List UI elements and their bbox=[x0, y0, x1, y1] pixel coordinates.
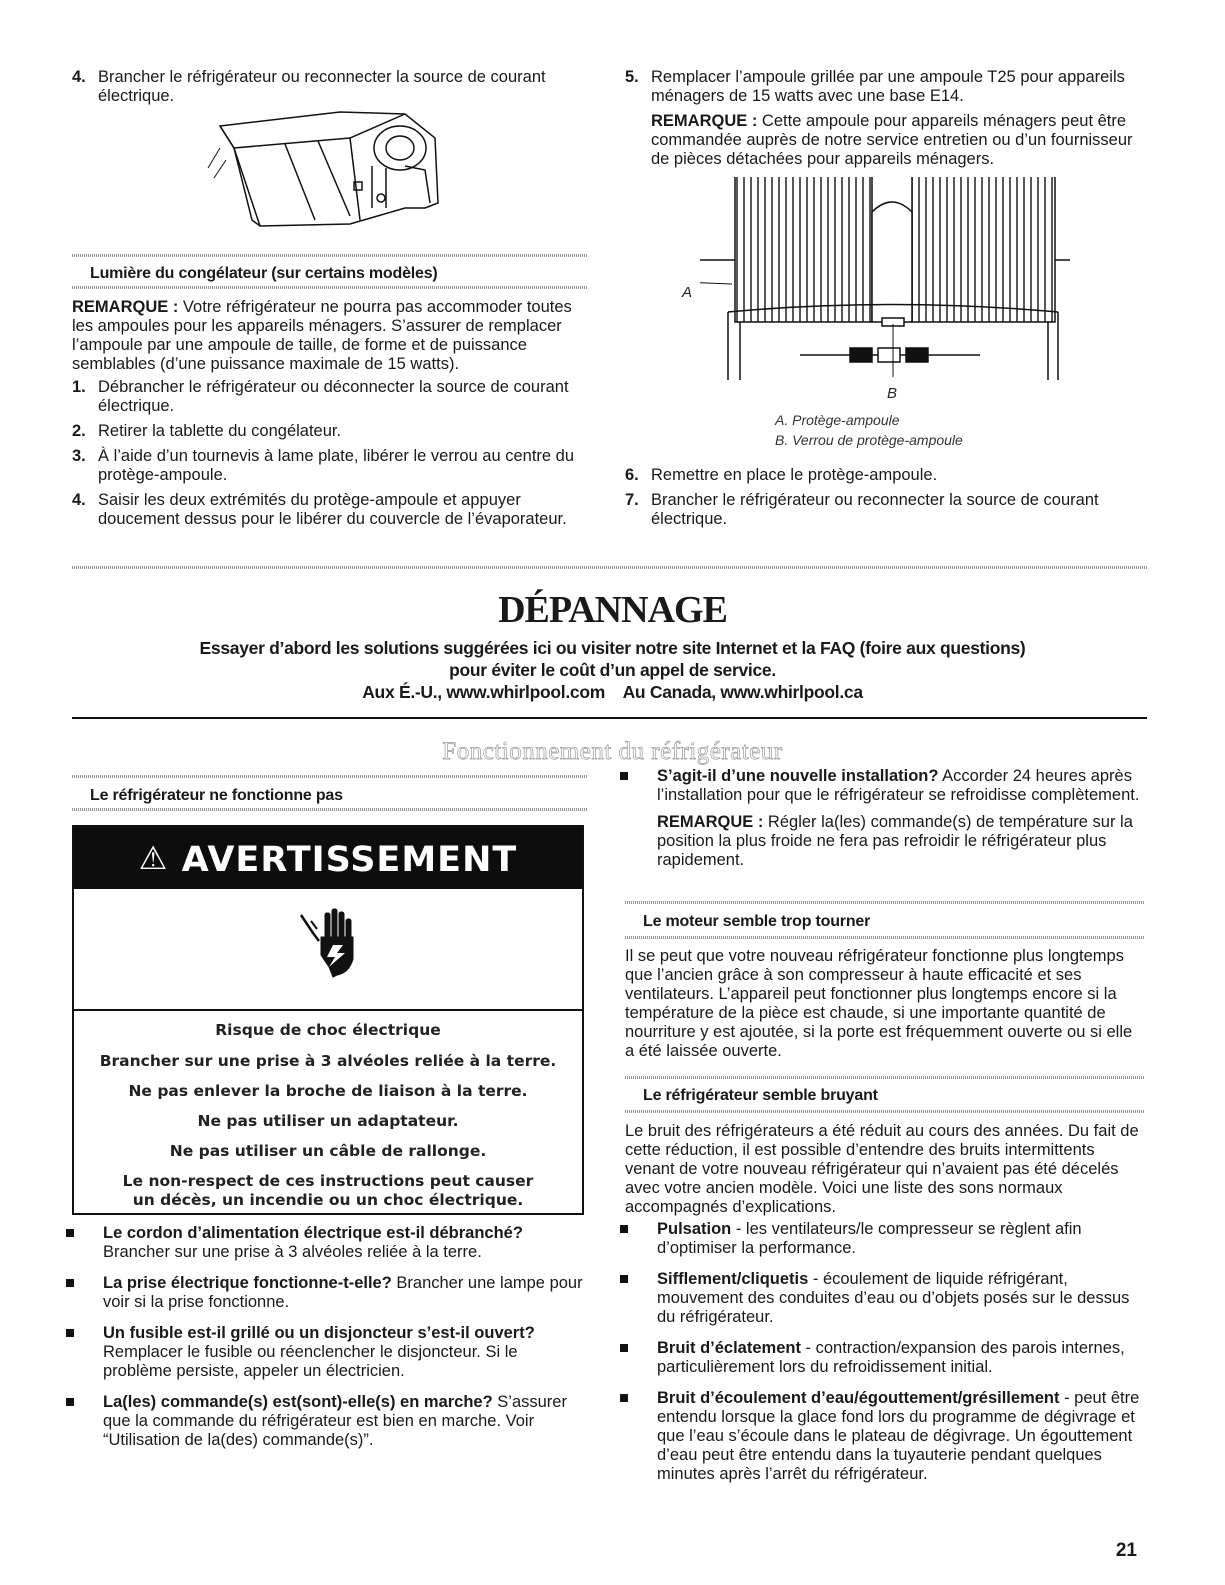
note-text: Cette ampoule pour appareils ménagers peut être commandée auprès de notre service entretien ou d’un fournisseur de pièces détachées pour appareils ménagers. bbox=[651, 112, 1133, 168]
page-number: 21 bbox=[1115, 1540, 1137, 1561]
noise-type: Bruit d’écoulement d’eau/égouttement/grésillement bbox=[657, 1389, 1060, 1407]
bullet-square bbox=[620, 1225, 628, 1233]
page-title: DÉPANNAGE bbox=[498, 589, 727, 631]
step-number: 6. bbox=[625, 466, 639, 484]
step-number: 2. bbox=[72, 422, 86, 440]
noise-explanation: - peut être entendu lorsque la glace fond lors du programme de dégivrage et que l’eau s’écoule dans le plateau de dégivrage. Un égouttement d’eau peut être entendu dans la tuyauterie pendant quelques minutes après l’arrêt du réfrigérateur. bbox=[657, 1389, 1140, 1483]
bullet-square bbox=[66, 1279, 74, 1287]
subsection-title: Fonctionnement du réfrigérateur bbox=[442, 738, 783, 765]
section-divider bbox=[625, 901, 1145, 904]
section-divider bbox=[625, 1110, 1145, 1113]
step-text: Remplacer l’ampoule grillée par une ampoule T25 pour appareils ménagers de 15 watts avec une base E14. bbox=[651, 68, 1125, 105]
check-answer: Remplacer le fusible ou réenclencher le disjoncteur. Si le problème persiste, appeler un électricien. bbox=[103, 1343, 518, 1380]
bullet-square bbox=[620, 1275, 628, 1283]
note-paragraph bbox=[651, 112, 1145, 169]
evaporator-cover-illustration bbox=[200, 108, 445, 233]
step-text: Remettre en place le protège-ampoule. bbox=[651, 466, 938, 484]
note-label: REMARQUE : bbox=[657, 813, 764, 831]
check-answer: Brancher une lampe pour voir si la prise fonctionne. bbox=[103, 1274, 583, 1311]
warning-text bbox=[74, 1021, 582, 1221]
section-divider bbox=[625, 936, 1145, 939]
warning-line: Ne pas enlever la broche de liaison à la terre. bbox=[128, 1082, 528, 1100]
noise-explanation: - contraction/expansion des parois internes, particulièrement lors du refroidissement initial. bbox=[657, 1339, 1125, 1376]
right-top-steps bbox=[625, 466, 1145, 535]
noise-explanation: - les ventilateurs/le compresseur se règlent afin d’optimiser la performance. bbox=[657, 1220, 1082, 1257]
check-answer: Accorder 24 heures après l’installation pour que le réfrigérateur se refroidisse complètement. bbox=[657, 767, 1140, 804]
step-number: 5. bbox=[625, 68, 639, 86]
bullet-square bbox=[66, 1229, 74, 1237]
section-title-not-running: Le réfrigérateur ne fonctionne pas bbox=[90, 787, 343, 804]
step-item bbox=[72, 491, 577, 529]
bullet-square bbox=[66, 1398, 74, 1406]
right-bottom-column bbox=[620, 767, 1147, 870]
section-divider bbox=[72, 254, 587, 257]
step-number: 4. bbox=[72, 491, 86, 509]
step-item bbox=[625, 466, 1145, 485]
step-item bbox=[625, 491, 1145, 529]
noise-type: Sifflement/cliquetis bbox=[657, 1270, 809, 1288]
check-answer: Brancher sur une prise à 3 alvéoles reliée à la terre. bbox=[103, 1243, 482, 1261]
step-number: 4. bbox=[72, 68, 86, 86]
warning-box bbox=[72, 825, 584, 1215]
light-shield-illustration bbox=[700, 172, 1075, 384]
intro-text bbox=[100, 637, 1125, 703]
figure-label-a: A bbox=[682, 284, 693, 301]
bullet-square bbox=[66, 1329, 74, 1337]
motor-paragraph: Il se peut que votre nouveau réfrigérateur fonctionne plus longtemps que l’ancien grâce à son compresseur à haute efficacité et ses ventilateurs. L’appareil peut fonctionner plus longtemps encore si la température de la pièce est chaude, si une importante quantité de nourriture y est ajoutée, si la porte est fréquemment ouverte ou si elle a été laissée ouverte. bbox=[625, 947, 1133, 1060]
note-text: Votre réfrigérateur ne pourra pas accommoder toutes les ampoules pour les appareils ménagers. S’assurer de remplacer l’ampoule par une ampoule de taille, de forme et de puissance semblables (d’une puissance maximale de 15 watts). bbox=[72, 298, 572, 373]
section-divider bbox=[72, 808, 587, 811]
check-question: Un fusible est-il grillé ou un disjoncteur s’est-il ouvert? bbox=[103, 1324, 535, 1342]
freezer-light-instructions bbox=[72, 298, 577, 535]
bullet-square bbox=[620, 1344, 628, 1352]
left-top-column bbox=[72, 68, 587, 112]
note-paragraph bbox=[72, 298, 577, 374]
warning-line: Le non-respect de ces instructions peut causer bbox=[122, 1172, 534, 1190]
heading-rule bbox=[72, 717, 1147, 719]
step-item bbox=[625, 68, 1145, 106]
list-item bbox=[620, 1389, 1147, 1484]
note-paragraph bbox=[657, 813, 1147, 870]
step-text: Saisir les deux extrémités du protège-ampoule et appuyer doucement dessus pour le libérer du couvercle de l’évaporateur. bbox=[98, 491, 567, 528]
step-number: 7. bbox=[625, 491, 639, 509]
noise-explanation: - écoulement de liquide réfrigérant, mouvement des conduites d’eau ou d’objets posés sur le dessus du réfrigérateur. bbox=[657, 1270, 1130, 1326]
check-question: Le cordon d’alimentation électrique est-il débranché? bbox=[103, 1224, 523, 1242]
section-divider bbox=[625, 1076, 1145, 1079]
section-divider bbox=[72, 286, 587, 289]
step-item bbox=[72, 447, 577, 485]
right-top-column bbox=[625, 68, 1145, 169]
warning-triangle-icon: ⚠ bbox=[138, 839, 169, 877]
figure-caption-a: A. Protège-ampoule bbox=[775, 412, 900, 428]
section-divider bbox=[72, 775, 587, 778]
note-text: Régler la(les) commande(s) de température sur la position la plus froide ne fera pas refroidir le réfrigérateur plus rapidement. bbox=[657, 813, 1133, 869]
step-item bbox=[72, 378, 577, 416]
step-item bbox=[72, 422, 577, 441]
figure-label-b: B bbox=[887, 385, 898, 402]
check-answer: S’assurer que la commande du réfrigérateur est bien en marche. Voir “Utilisation de la(des) commande(s)”. bbox=[103, 1393, 567, 1449]
list-item bbox=[66, 1393, 586, 1450]
list-item bbox=[66, 1274, 586, 1312]
step-item bbox=[72, 68, 587, 106]
list-item bbox=[66, 1324, 586, 1381]
warning-line: Brancher sur une prise à 3 alvéoles reliée à la terre. bbox=[99, 1052, 557, 1070]
noise-type: Pulsation bbox=[657, 1220, 732, 1238]
intro-line: Aux É.-U., www.whirlpool.com Au Canada, www.whirlpool.ca bbox=[362, 682, 863, 702]
warning-line: Risque de choc électrique bbox=[215, 1021, 441, 1039]
check-question: S’agit-il d’une nouvelle installation? bbox=[657, 767, 939, 785]
warning-line: un décès, un incendie ou un choc électrique. bbox=[132, 1191, 524, 1209]
warning-banner-text: AVERTISSEMENT bbox=[181, 840, 518, 880]
electric-shock-hand-icon bbox=[299, 907, 359, 979]
step-text: Brancher le réfrigérateur ou reconnecter la source de courant électrique. bbox=[98, 68, 546, 105]
list-item bbox=[620, 1339, 1147, 1377]
section-title-noise: Le réfrigérateur semble bruyant bbox=[643, 1087, 878, 1104]
note-label: REMARQUE : bbox=[651, 112, 758, 130]
list-item bbox=[620, 1220, 1147, 1258]
not-running-checks bbox=[66, 1224, 586, 1462]
list-item bbox=[620, 1270, 1147, 1327]
check-question: La(les) commande(s) est(sont)-elle(s) en marche? bbox=[103, 1393, 493, 1411]
step-number: 1. bbox=[72, 378, 86, 396]
figure-caption-b: B. Verrou de protège-ampoule bbox=[775, 432, 963, 448]
intro-line: Essayer d’abord les solutions suggérées ici ou visiter notre site Internet et la FAQ (foire aux questions) bbox=[199, 638, 1026, 658]
warning-banner bbox=[74, 827, 582, 889]
noise-type: Bruit d’éclatement bbox=[657, 1339, 801, 1357]
step-text: Brancher le réfrigérateur ou reconnecter la source de courant électrique. bbox=[651, 491, 1099, 528]
intro-line: pour éviter le coût d’un appel de service. bbox=[449, 660, 776, 680]
noise-list bbox=[620, 1220, 1147, 1496]
step-text: Retirer la tablette du congélateur. bbox=[98, 422, 342, 440]
page-divider bbox=[72, 566, 1147, 569]
section-title-freezer-light: Lumière du congélateur (sur certains modèles) bbox=[90, 265, 438, 282]
bullet-square bbox=[620, 772, 628, 780]
list-item bbox=[66, 1224, 586, 1262]
warning-icon-area bbox=[74, 889, 582, 1011]
step-text: À l’aide d’un tournevis à lame plate, libérer le verrou au centre du protège-ampoule. bbox=[98, 447, 575, 484]
note-label: REMARQUE : bbox=[72, 298, 179, 316]
list-item bbox=[620, 767, 1147, 805]
step-number: 3. bbox=[72, 447, 86, 465]
step-text: Débrancher le réfrigérateur ou déconnecter la source de courant électrique. bbox=[98, 378, 569, 415]
warning-line: Ne pas utiliser un câble de rallonge. bbox=[169, 1142, 487, 1160]
noise-paragraph: Le bruit des réfrigérateurs a été réduit au cours des années. Du fait de cette réduction, il est possible d’entendre des bruits intermittents venant de votre nouveau réfrigérateur qui n’avaient pas été décelés avec votre ancien modèle. Voici une liste des sons normaux accompagnés d’explications. bbox=[625, 1122, 1139, 1216]
section-title-motor: Le moteur semble trop tourner bbox=[643, 913, 871, 930]
warning-line: Ne pas utiliser un adaptateur. bbox=[197, 1112, 459, 1130]
bullet-square bbox=[620, 1394, 628, 1402]
check-question: La prise électrique fonctionne-t-elle? bbox=[103, 1274, 392, 1292]
